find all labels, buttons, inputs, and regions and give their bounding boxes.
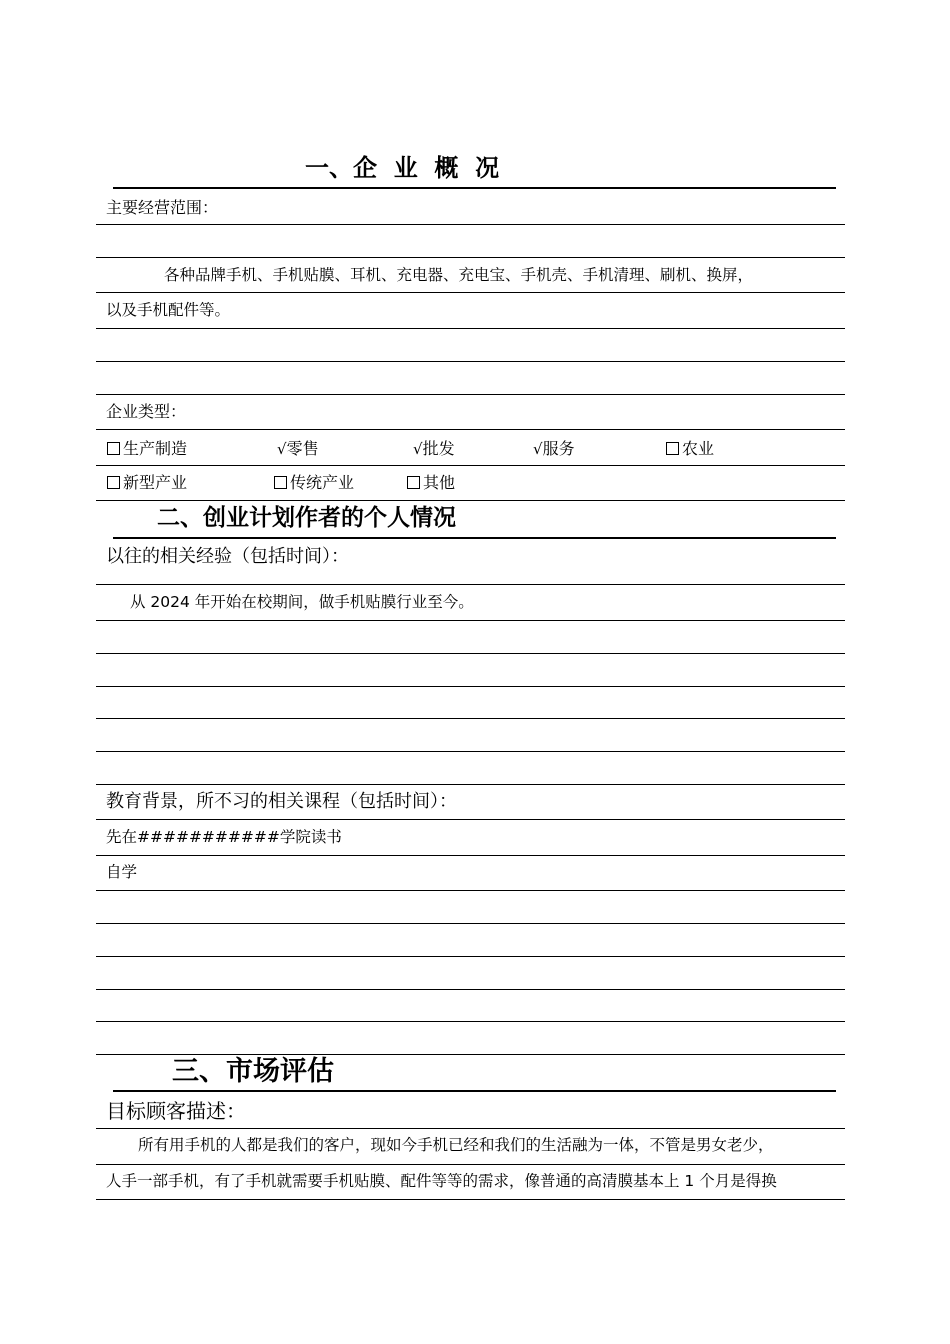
customer-label: 目标顾客描述： — [106, 1099, 246, 1123]
rule — [96, 292, 845, 293]
section3-title-rule — [113, 1090, 836, 1092]
type-option-wholesale[interactable]: √批发 — [413, 439, 455, 458]
type-option-agriculture[interactable]: 农业 — [665, 441, 714, 457]
type-option-traditional-industry[interactable]: 传统产业 — [273, 475, 354, 491]
rule — [96, 819, 845, 820]
customer-line-1: 所有用手机的人都是我们的客户，现如今手机已经和我们的生活融为一体，不管是男女老少， — [138, 1136, 774, 1154]
scope-line-2: 以及手机配件等。 — [106, 301, 231, 319]
scope-label: 主要经营范围： — [106, 198, 219, 217]
experience-label: 以往的相关经验（包括时间）： — [106, 546, 349, 567]
rule — [96, 956, 845, 957]
check-icon: √ — [277, 440, 287, 458]
rule — [96, 500, 845, 501]
rule — [96, 224, 845, 225]
rule — [96, 718, 845, 719]
rule — [96, 989, 845, 990]
section2-title-rule — [113, 537, 836, 539]
rule — [96, 1128, 845, 1129]
section2-title: 二、创业计划作者的个人情况 — [157, 505, 456, 531]
rule — [96, 686, 845, 687]
rule — [96, 328, 845, 329]
rule — [96, 1199, 845, 1200]
rule — [96, 257, 845, 258]
education-line-2: 自学 — [106, 863, 138, 881]
type-option-other[interactable]: 其他 — [406, 475, 455, 491]
rule — [96, 751, 845, 752]
customer-line-2: 人手一部手机，有了手机就需要手机贴膜、配件等等的需求，像普通的高清膜基本上 1 个月是得换 — [106, 1172, 777, 1190]
checkbox-icon — [107, 476, 120, 489]
type-option-manufacturing[interactable]: 生产制造 — [106, 441, 187, 457]
checkbox-icon — [666, 442, 679, 455]
type-option-retail[interactable]: √零售 — [277, 439, 319, 458]
rule — [96, 429, 845, 430]
rule — [96, 1164, 845, 1165]
checkbox-icon — [107, 442, 120, 455]
rule — [96, 1021, 845, 1022]
education-line-1: 先在###########学院读书 — [106, 828, 342, 846]
education-label: 教育背景，所不习的相关课程（包括时间）： — [106, 791, 457, 812]
rule — [96, 923, 845, 924]
type-option-new-industry[interactable]: 新型产业 — [106, 475, 187, 491]
rule — [96, 620, 845, 621]
checkbox-icon — [274, 476, 287, 489]
section1-title: 一、企 业 概 况 — [305, 154, 500, 182]
section1-title-rule — [113, 187, 836, 189]
type-label: 企业类型： — [106, 402, 187, 421]
experience-text: 从 2024 年开始在校期间，做手机贴膜行业至今。 — [130, 593, 474, 611]
check-icon: √ — [413, 440, 423, 458]
checkbox-icon — [407, 476, 420, 489]
rule — [96, 855, 845, 856]
rule — [96, 784, 845, 785]
type-option-service[interactable]: √服务 — [533, 439, 575, 458]
rule — [96, 584, 845, 585]
scope-line-1: 各种品牌手机、手机贴膜、耳机、充电器、充电宝、手机壳、手机清理、刷机、换屏， — [164, 266, 754, 284]
rule — [96, 653, 845, 654]
rule — [96, 394, 845, 395]
rule — [96, 361, 845, 362]
rule — [96, 890, 845, 891]
check-icon: √ — [533, 440, 543, 458]
rule — [96, 1054, 845, 1055]
section3-title: 三、市场评估 — [172, 1056, 334, 1087]
rule — [96, 465, 845, 466]
